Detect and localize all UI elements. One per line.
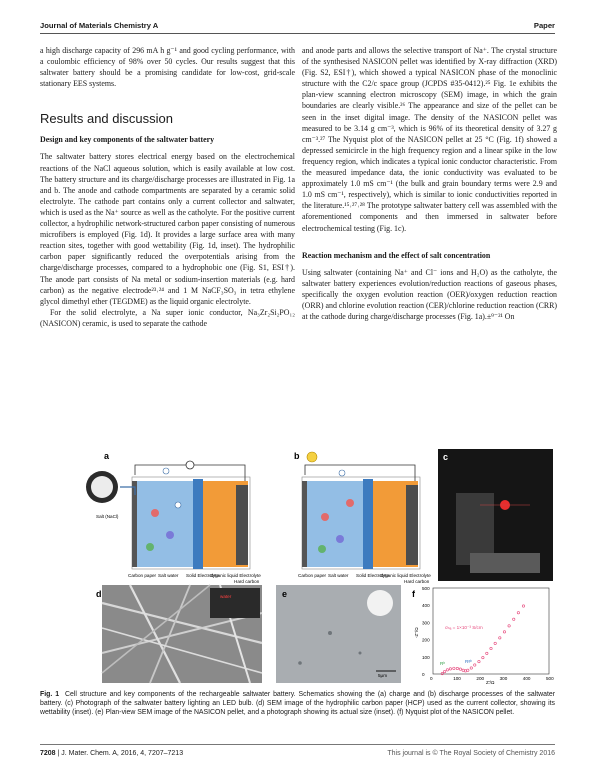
label-a-salt-water: Salt water xyxy=(158,573,179,578)
nyquist-ylabel: -Z"/Ω xyxy=(414,627,419,638)
panel-f-nyquist xyxy=(412,586,554,685)
panel-c-photo xyxy=(438,449,553,581)
label-a-solid-electrolyte: Solid Electrolyte xyxy=(186,573,219,578)
panel-d-sem xyxy=(96,585,262,683)
journal-header: Journal of Materials Chemistry A xyxy=(40,21,159,30)
label-b-organic-electrolyte: Organic liquid Electrolyte xyxy=(380,573,431,578)
panel-e-sem xyxy=(276,585,401,683)
left-column xyxy=(40,45,295,329)
header-rule xyxy=(40,33,555,34)
panel-f-letter: f xyxy=(412,589,415,599)
salt-label: Salt (NaCl) xyxy=(96,514,119,519)
nyquist-xtick-label: 0 xyxy=(430,676,433,681)
hard-carbon-a xyxy=(236,485,248,565)
salt-water-a xyxy=(135,481,193,567)
left-paragraph-3: For the solid electrolyte, a Na super ionic conductor, Na₃Zr₂Si₂PO₁₂ (NASICON) ceramic, is used to separate the cathode xyxy=(40,307,295,328)
nyquist-ytick-label: 400 xyxy=(422,603,430,609)
figure-1-graphic xyxy=(40,443,555,685)
panel-b-letter: b xyxy=(294,451,300,461)
nyquist-xlabel: Z'/Ω xyxy=(486,680,495,685)
label-a-hard-carbon: Hard carbon xyxy=(234,579,260,584)
label-b-solid-electrolyte: Solid Electrolyte xyxy=(356,573,389,578)
label-b-hard-carbon: Hard carbon xyxy=(404,579,430,584)
nyquist-yticks xyxy=(422,586,430,677)
scale-bar-e: 5μm xyxy=(378,673,388,678)
ion-b4 xyxy=(346,499,354,507)
citation-text: | J. Mater. Chem. A, 2016, 4, 7207–7213 xyxy=(57,750,184,757)
label-b-salt-water: Salt water xyxy=(328,573,349,578)
salt-water-b xyxy=(305,481,363,567)
label-a-carbon-paper: Carbon paper xyxy=(128,573,157,578)
left-paragraph-2: The saltwater battery stores electrical energy based on the electrochemical reactions of the NaCl aqueous solution, which is easily available at low cost. The battery structure and its charge/discharge processes are illustrated in Fig. 1a and b. The anode and cathode compartments are separated by a ceramic solid electrolyte. The cathode part contains only a current collector and saltwater, which is used as the Na⁺ source as well as the catholyte. For the positive current collector, a hydrophilic network-structured carbon paper consisting of numerous microfibers is employed (Fig. 1d). It provides a large surface area with many reaction sites, together with good wettability (Fig. 1d, inset). The hydrophilic carbon paper significantly reduced the overpotentials arising from the charge/discharge processes, compared to a hydrophobic one (Fig. S1, ESI†). The anode part consists of Na metal or sodium-insertion materials (e.g. hard carbon) as the negative electrode²³˒²⁴ and 1 M NaCF₃SO₃ in tetra ethylene glycol dimethyl ether (TEGDME) as the liquid organic electrolyte. xyxy=(40,152,295,306)
panel-d-letter: d xyxy=(96,589,102,599)
nyquist-rgb: Rᵍᵇ xyxy=(465,659,472,664)
hard-carbon-b xyxy=(406,485,418,565)
carbon-paper-b xyxy=(302,481,307,567)
figure-caption xyxy=(40,690,555,718)
salt-crystals xyxy=(91,476,113,498)
nyquist-xtick-label: 100 xyxy=(453,676,461,681)
nyquist-ytick-label: 200 xyxy=(422,637,430,643)
footer-citation xyxy=(40,750,183,757)
panel-e-letter: e xyxy=(282,589,288,599)
figure-1 xyxy=(40,443,555,685)
footer-rule xyxy=(40,744,555,745)
subsection-title-mechanism: Reaction mechanism and the effect of salt concentration xyxy=(302,250,491,260)
panel-a-schematic xyxy=(86,451,261,584)
left-paragraph-1: a high discharge capacity of 296 mA h g⁻¹ and good cycling performance, with a coulombic efficiency of 98% over 50 cycles. Our results suggest that this saltwater battery should be a promising candidate for low-cost, grid-scale stationary EES systems. xyxy=(40,46,295,89)
water-label: water xyxy=(220,594,232,599)
power-source-a xyxy=(186,461,194,469)
bubble-b1 xyxy=(339,470,345,476)
nyquist-rb: Rᵇ xyxy=(440,661,446,666)
subsection-title-design: Design and key components of the saltwater battery xyxy=(40,135,215,145)
ion-b1 xyxy=(321,513,329,521)
solid-electrolyte-a xyxy=(193,479,203,569)
pellet-inset xyxy=(367,590,393,616)
right-paragraph-2: Using saltwater (containing Na⁺ and Cl⁻ ions and H₂O) as the catholyte, the saltwater battery experiences evolution/reduction reactions of gaseous phases, specifically the oxygen evolution reaction (OER)/oxygen reduction reaction (ORR) and chlorine evolution reaction (CER)/chlorine reduction reaction (CRR) at the cathode during charge/discharge processes (Fig. 1a).±⁹⁻²¹ On xyxy=(302,267,557,322)
ion-a1 xyxy=(151,509,159,517)
nyquist-xtick-label: 200 xyxy=(476,676,485,681)
ion-a3 xyxy=(146,543,154,551)
caption-label: Fig. 1 xyxy=(40,691,60,698)
panel-a-letter: a xyxy=(104,451,110,461)
ion-b3 xyxy=(318,545,326,553)
nyquist-xtick-label: 300 xyxy=(499,676,508,681)
bubble-a2 xyxy=(163,468,169,474)
nyquist-ytick-label: 0 xyxy=(422,672,425,677)
label-a-organic-electrolyte: Organic liquid Electrolyte xyxy=(210,573,261,578)
section-title: Results and discussion xyxy=(40,111,173,127)
nyquist-ytick-label: 300 xyxy=(422,620,430,626)
nyquist-xtick-label: 500 xyxy=(546,676,554,681)
footer-copyright: This journal is © The Royal Society of Chemistry 2016 xyxy=(387,750,555,757)
solid-electrolyte-b xyxy=(363,479,373,569)
nyquist-xtick-label: 400 xyxy=(522,676,531,681)
ion-b2 xyxy=(336,535,344,543)
nyquist-ytick-label: 100 xyxy=(422,654,430,660)
nyquist-ytick-label: 500 xyxy=(422,586,430,591)
page-number: 7208 xyxy=(40,750,56,757)
wettability-inset xyxy=(210,588,260,618)
bubble-a1 xyxy=(175,502,181,508)
ion-a2 xyxy=(166,531,174,539)
right-paragraph-1: and anode parts and allows the selective transport of Na⁺. The crystal structure of the synthesised NASICON pellet was identified by X-ray diffraction (XRD) (Fig. S2, ESI†), which showed a typical NASICON phase of the monoclinic structure with the C2/c space group (JCPDS #35-0412).²⁵ Fig. 1e exhibits the plan-view scanning electron microscopy (SEM) image, in which the grain boundaries are clearly visible.²⁶ The appearance and size of the pellet can be seen in the inset digital image. The density of the NASICON pellet was measured to be 3.14 g cm⁻³, which is 96% of its theoretical density of 3.27 g cm⁻³.²⁷ The Nyquist plot of the NASICON pellet at 25 °C (Fig. 1f) showed a depressed semicircle in the high frequency region and a linear spike in the low frequency region, which indicates a typical ionic conductor characteristic. From the measured impedance data, the ionic conductivity was evaluated to be approximately 1.0 mS cm⁻¹ (the bulk and grain boundary terms were 2.9 and 1.0 mS cm⁻¹, respectively), which is similar to ionic conductivities reported in the literature.¹⁵˒²⁷˒²⁸ The prototype saltwater battery cell was assembled with the aforementioned components and then immersed in saltwater before electrochemical testing (Fig. 1c). xyxy=(302,46,557,233)
nyquist-axes xyxy=(433,588,549,674)
section-header: Paper xyxy=(533,21,555,30)
label-b-carbon-paper: Carbon paper xyxy=(298,573,327,578)
caption-text: Cell structure and key components of the rechargeable saltwater battery. Schematics showing the (a) charge and (b) discharge processes of the saltwater battery. (c) Photograph of the saltwater battery lighting an LED bulb. (d) SEM image of the hydrophilic carbon paper (HCP) used as the current collector, showing its wettability (inset). (e) Plan-view SEM image of the NASICON pellet, and a photograph showing its actual size (inset). (f) Nyquist plot of the NASICON pellet. xyxy=(40,691,555,717)
panel-c-letter: c xyxy=(443,452,449,462)
nyquist-annotation: σₙₐ = 1×10⁻³ S/cm xyxy=(445,625,483,630)
lightbulb-icon xyxy=(307,452,317,462)
photo-base xyxy=(470,553,540,573)
right-column xyxy=(302,45,557,322)
panel-b-schematic xyxy=(294,451,431,584)
